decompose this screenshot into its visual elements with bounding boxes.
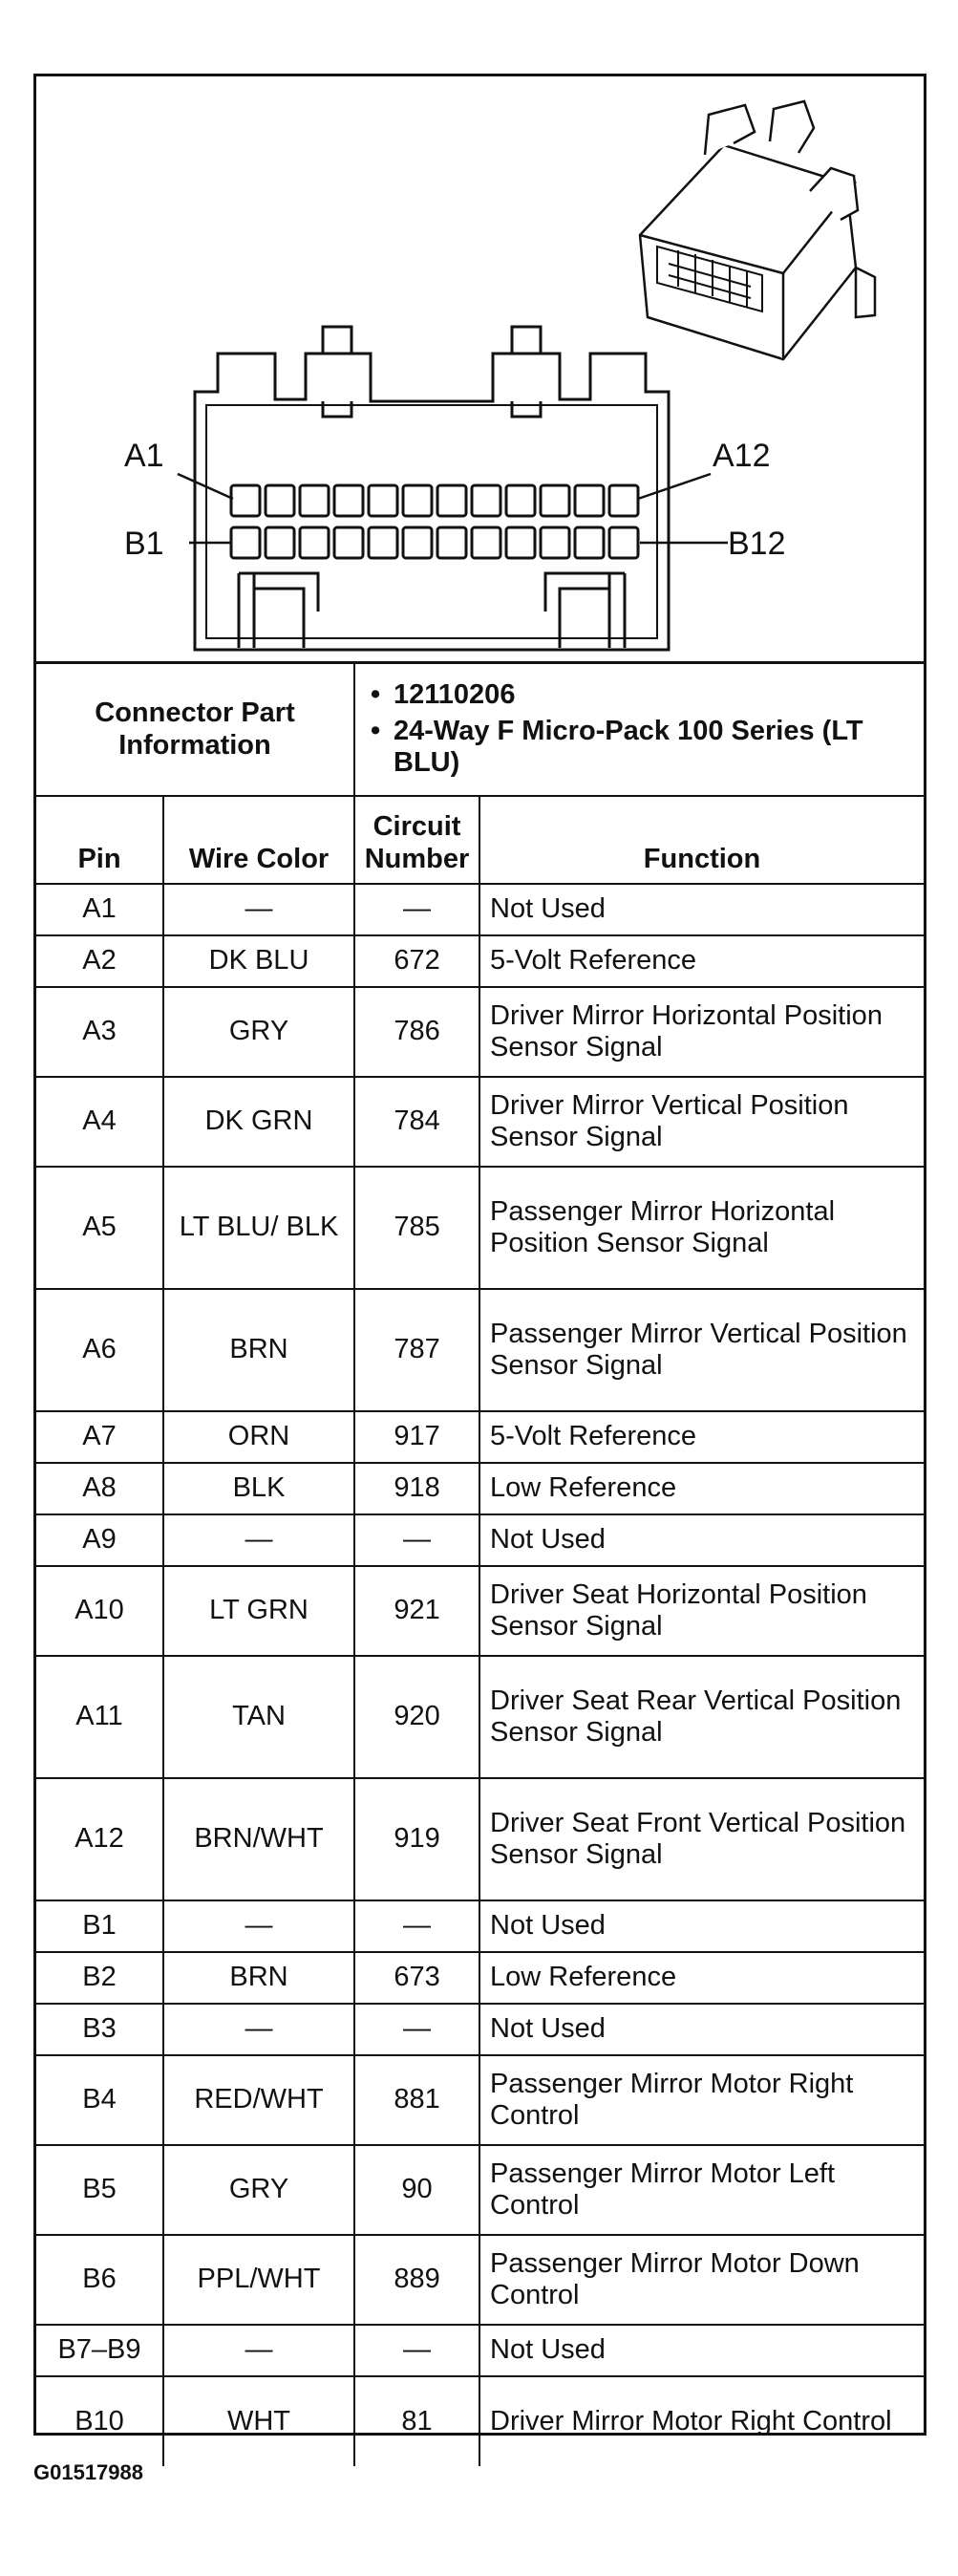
table-row (36, 2235, 924, 2325)
wire-color-cell: DK GRN (163, 1077, 354, 1167)
connector-pinout-table (36, 664, 924, 2466)
pin-label-b1: B1 (124, 526, 164, 562)
pin-cell: A10 (36, 1566, 163, 1656)
column-header-function: Function (479, 796, 924, 884)
table-row (36, 1514, 924, 1566)
circuit-number-cell: 90 (354, 2145, 479, 2235)
circuit-number-cell: 786 (354, 987, 479, 1077)
circuit-number-cell: 881 (354, 2055, 479, 2145)
connector-part-info-label: Connector Part Information (36, 664, 354, 796)
wire-color-cell: BRN (163, 1289, 354, 1411)
circuit-number-cell: 919 (354, 1778, 479, 1900)
connector-description: • 24-Way F Micro-Pack 100 Series (LT BLU) (369, 716, 910, 780)
wire-color-cell: LT BLU/ BLK (163, 1167, 354, 1289)
table-row (36, 987, 924, 1077)
wire-color-cell: BLK (163, 1463, 354, 1514)
circuit-number-cell: 889 (354, 2235, 479, 2325)
pin-cell: A9 (36, 1514, 163, 1566)
function-cell: Driver Mirror Motor Right Control (479, 2376, 924, 2466)
pin-cell: A1 (36, 884, 163, 935)
function-cell: Driver Seat Horizontal Position Sensor Signal (479, 1566, 924, 1656)
connector-illustration (36, 76, 924, 664)
circuit-number-cell: — (354, 884, 479, 935)
pin-label-a12: A12 (713, 438, 771, 474)
function-cell: 5-Volt Reference (479, 935, 924, 987)
table-row (36, 1463, 924, 1514)
wire-color-cell: — (163, 1900, 354, 1952)
table-row (36, 1167, 924, 1289)
pin-cell: A2 (36, 935, 163, 987)
wire-color-cell: — (163, 884, 354, 935)
pin-cell: A3 (36, 987, 163, 1077)
wire-color-cell: GRY (163, 987, 354, 1077)
circuit-number-cell: 920 (354, 1656, 479, 1778)
wire-color-cell: — (163, 1514, 354, 1566)
connector-part-info-list (354, 664, 924, 796)
connector-face-drawing (36, 76, 924, 661)
function-cell: Passenger Mirror Motor Right Control (479, 2055, 924, 2145)
column-header-pin: Pin (36, 796, 163, 884)
circuit-number-cell: 784 (354, 1077, 479, 1167)
table-row (36, 2055, 924, 2145)
table-row (36, 2004, 924, 2055)
circuit-number-cell: — (354, 1900, 479, 1952)
table-row (36, 1411, 924, 1463)
table-row (36, 1952, 924, 2004)
circuit-number-cell: 785 (354, 1167, 479, 1289)
circuit-number-cell: 787 (354, 1289, 479, 1411)
pin-cell: A11 (36, 1656, 163, 1778)
pin-cell: A5 (36, 1167, 163, 1289)
circuit-number-cell: 921 (354, 1566, 479, 1656)
pin-cell: B6 (36, 2235, 163, 2325)
circuit-number-cell: 81 (354, 2376, 479, 2466)
table-row (36, 1077, 924, 1167)
pin-cell: B4 (36, 2055, 163, 2145)
table-row (36, 1656, 924, 1778)
wire-color-cell: — (163, 2325, 354, 2376)
connector-part-number: • 12110206 (369, 679, 910, 711)
wire-color-cell: RED/WHT (163, 2055, 354, 2145)
circuit-number-cell: 673 (354, 1952, 479, 2004)
circuit-number-cell: 672 (354, 935, 479, 987)
function-cell: Not Used (479, 2004, 924, 2055)
figure-code: G01517988 (33, 2460, 143, 2484)
table-header-row (36, 796, 924, 884)
circuit-number-cell: — (354, 2325, 479, 2376)
wire-color-cell: BRN (163, 1952, 354, 2004)
function-cell: Passenger Mirror Motor Left Control (479, 2145, 924, 2235)
pin-cell: B2 (36, 1952, 163, 2004)
circuit-number-cell: 917 (354, 1411, 479, 1463)
pin-cell: A6 (36, 1289, 163, 1411)
table-row (36, 935, 924, 987)
wire-color-cell: TAN (163, 1656, 354, 1778)
circuit-number-cell: 918 (354, 1463, 479, 1514)
pin-cell: B5 (36, 2145, 163, 2235)
pin-label-b12: B12 (728, 526, 786, 562)
wire-color-cell: BRN/WHT (163, 1778, 354, 1900)
pin-cell: A8 (36, 1463, 163, 1514)
table-row (36, 1566, 924, 1656)
wire-color-cell: GRY (163, 2145, 354, 2235)
table-row (36, 1778, 924, 1900)
circuit-number-cell: — (354, 1514, 479, 1566)
pin-cell: A4 (36, 1077, 163, 1167)
function-cell: Driver Mirror Horizontal Position Sensor Signal (479, 987, 924, 1077)
column-header-wire-color: Wire Color (163, 796, 354, 884)
function-cell: Passenger Mirror Vertical Position Sensor Signal (479, 1289, 924, 1411)
function-cell: Not Used (479, 2325, 924, 2376)
function-cell: Passenger Mirror Motor Down Control (479, 2235, 924, 2325)
function-cell: Not Used (479, 884, 924, 935)
wire-color-cell: LT GRN (163, 1566, 354, 1656)
pin-label-a1: A1 (124, 438, 164, 474)
wire-color-cell: WHT (163, 2376, 354, 2466)
connector-info-row (36, 664, 924, 796)
function-cell: Driver Mirror Vertical Position Sensor Signal (479, 1077, 924, 1167)
function-cell: Not Used (479, 1900, 924, 1952)
function-cell: 5-Volt Reference (479, 1411, 924, 1463)
wire-color-cell: — (163, 2004, 354, 2055)
table-row (36, 1900, 924, 1952)
table-row (36, 2325, 924, 2376)
function-cell: Driver Seat Rear Vertical Position Sensor Signal (479, 1656, 924, 1778)
pin-cell: B3 (36, 2004, 163, 2055)
table-row (36, 2376, 924, 2466)
table-row (36, 884, 924, 935)
function-cell: Passenger Mirror Horizontal Position Sensor Signal (479, 1167, 924, 1289)
function-cell: Low Reference (479, 1952, 924, 2004)
pin-cell: A12 (36, 1778, 163, 1900)
wire-color-cell: PPL/WHT (163, 2235, 354, 2325)
wire-color-cell: ORN (163, 1411, 354, 1463)
pin-cell: B10 (36, 2376, 163, 2466)
function-cell: Driver Seat Front Vertical Position Sensor Signal (479, 1778, 924, 1900)
pin-cell: A7 (36, 1411, 163, 1463)
function-cell: Low Reference (479, 1463, 924, 1514)
table-row (36, 2145, 924, 2235)
wire-color-cell: DK BLU (163, 935, 354, 987)
pin-cell: B7–B9 (36, 2325, 163, 2376)
connector-sheet (33, 74, 926, 2436)
pin-cell: B1 (36, 1900, 163, 1952)
column-header-circuit-number: Circuit Number (354, 796, 479, 884)
circuit-number-cell: — (354, 2004, 479, 2055)
table-row (36, 1289, 924, 1411)
function-cell: Not Used (479, 1514, 924, 1566)
